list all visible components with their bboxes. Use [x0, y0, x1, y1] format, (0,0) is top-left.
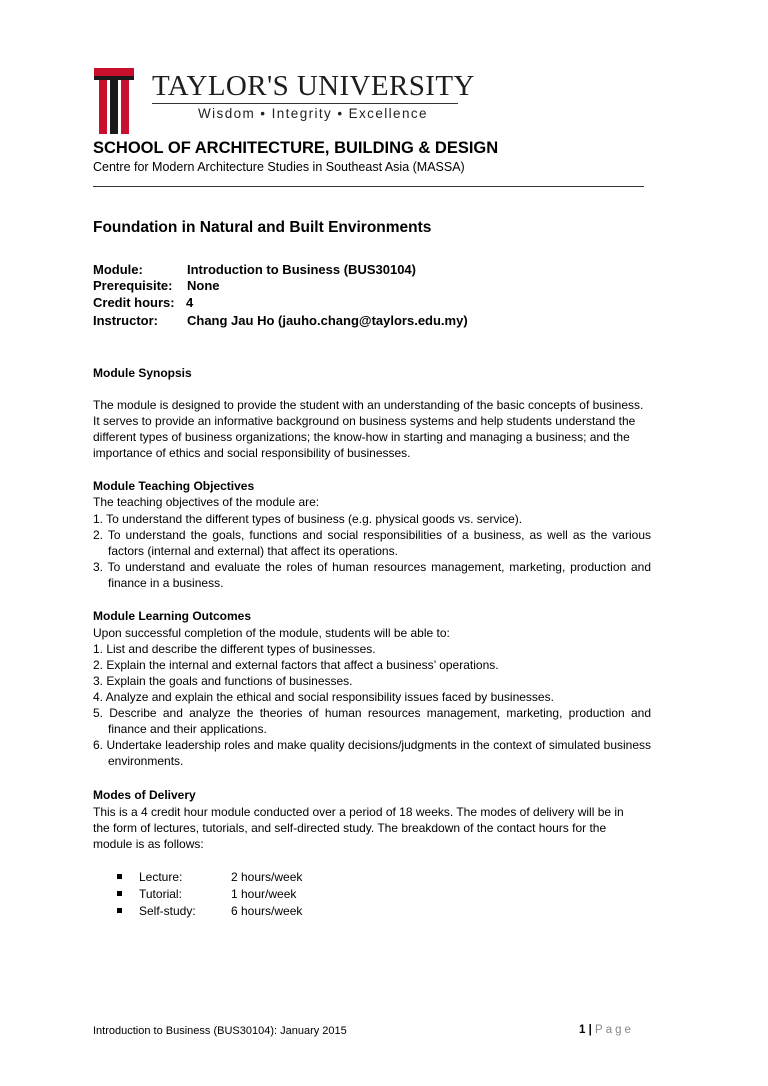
- delivery-value: 6 hours/week: [231, 904, 303, 918]
- outcome-item: 1. List and describe the different types of businesses.: [93, 642, 376, 656]
- info-module-label: Module:: [93, 262, 143, 277]
- info-module-value: Introduction to Business (BUS30104): [187, 262, 416, 277]
- delivery-label: Lecture:: [139, 870, 183, 884]
- square-bullet-icon: [117, 891, 122, 896]
- objective-item: 1. To understand the different types of business (e.g. physical goods vs. service).: [93, 512, 523, 526]
- outcomes-intro: Upon successful completion of the module, students will be able to:: [93, 626, 450, 640]
- outcomes-list: [93, 641, 651, 769]
- info-instructor: [93, 312, 468, 329]
- info-prerequisite: [93, 277, 220, 294]
- square-bullet-icon: [117, 874, 122, 879]
- outcome-item: 4. Analyze and explain the ethical and social responsibility issues faced by businesses.: [93, 690, 554, 704]
- synopsis-heading: Module Synopsis: [93, 366, 192, 380]
- info-instructor-value: Chang Jau Ho (jauho.chang@taylors.edu.my): [187, 313, 468, 328]
- logo-wordmark: TAYLOR'S UNIVERSITY: [152, 70, 475, 102]
- objective-item: 2. To understand the goals, functions and social responsibilities of a business, as well as the various factors (internal and external) that affect its operations.: [93, 528, 651, 558]
- outcome-item: 6. Undertake leadership roles and make quality decisions/judgments in the context of simulated business environments.: [93, 738, 651, 768]
- objectives-list: [93, 511, 651, 591]
- footer-separator: |: [588, 1024, 592, 1036]
- synopsis-text: [93, 397, 650, 461]
- logo-divider: [152, 103, 458, 104]
- info-prerequisite-value: None: [187, 278, 220, 293]
- delivery-label: Self-study:: [139, 904, 196, 918]
- program-title: Foundation in Natural and Built Environments: [93, 219, 432, 236]
- outcomes-heading: Module Learning Outcomes: [93, 609, 252, 623]
- info-credit-value: 4: [186, 295, 194, 310]
- footer-page-indicator: [579, 1024, 634, 1036]
- delivery-value: 1 hour/week: [231, 887, 297, 901]
- footer-page-number: 1: [579, 1024, 586, 1036]
- info-credit-label: Credit hours:: [93, 295, 175, 310]
- delivery-value: 2 hours/week: [231, 870, 303, 884]
- delivery-paragraph: This is a 4 credit hour module conducted over a period of 18 weeks. The modes of delivery will be in the form of lectures, tutorials, and self-directed study. The breakdown of the contact hours for the module is as follows:: [93, 805, 624, 851]
- info-instructor-label: Instructor:: [93, 313, 158, 328]
- shield-logo-icon: [94, 68, 134, 134]
- info-module: [93, 261, 416, 278]
- footer-page-word: Page: [595, 1024, 634, 1036]
- header-divider: [93, 186, 644, 187]
- university-logo: [94, 68, 475, 136]
- delivery-text: [93, 804, 638, 852]
- synopsis-paragraph: The module is designed to provide the student with an understanding of the basic concepts of business. It serves to provide an informative background on business systems and help students understand the different types of business organizations; the know-how in starting and managing a business; and the importance of ethics and social responsibility of businesses.: [93, 398, 644, 460]
- objectives-intro: The teaching objectives of the module are:: [93, 495, 320, 509]
- outcome-item: 5. Describe and analyze the theories of human resources management, marketing, production and finance and their applications.: [93, 706, 651, 736]
- footer-document-title: Introduction to Business (BUS30104): January 2015: [93, 1025, 347, 1037]
- school-name: SCHOOL OF ARCHITECTURE, BUILDING & DESIGN: [93, 139, 499, 157]
- outcome-item: 3. Explain the goals and functions of businesses.: [93, 674, 353, 688]
- outcome-item: 2. Explain the internal and external factors that affect a business’ operations.: [93, 658, 499, 672]
- delivery-label: Tutorial:: [139, 887, 182, 901]
- delivery-heading: Modes of Delivery: [93, 788, 196, 802]
- info-prerequisite-label: Prerequisite:: [93, 278, 173, 293]
- centre-name: Centre for Modern Architecture Studies in Southeast Asia (MASSA): [93, 160, 465, 174]
- objectives-heading: Module Teaching Objectives: [93, 479, 255, 493]
- square-bullet-icon: [117, 908, 122, 913]
- info-credit-hours: [93, 294, 194, 311]
- objective-item: 3. To understand and evaluate the roles of human resources management, marketing, production and finance in a business.: [93, 560, 651, 590]
- logo-motto: Wisdom • Integrity • Excellence: [198, 106, 428, 121]
